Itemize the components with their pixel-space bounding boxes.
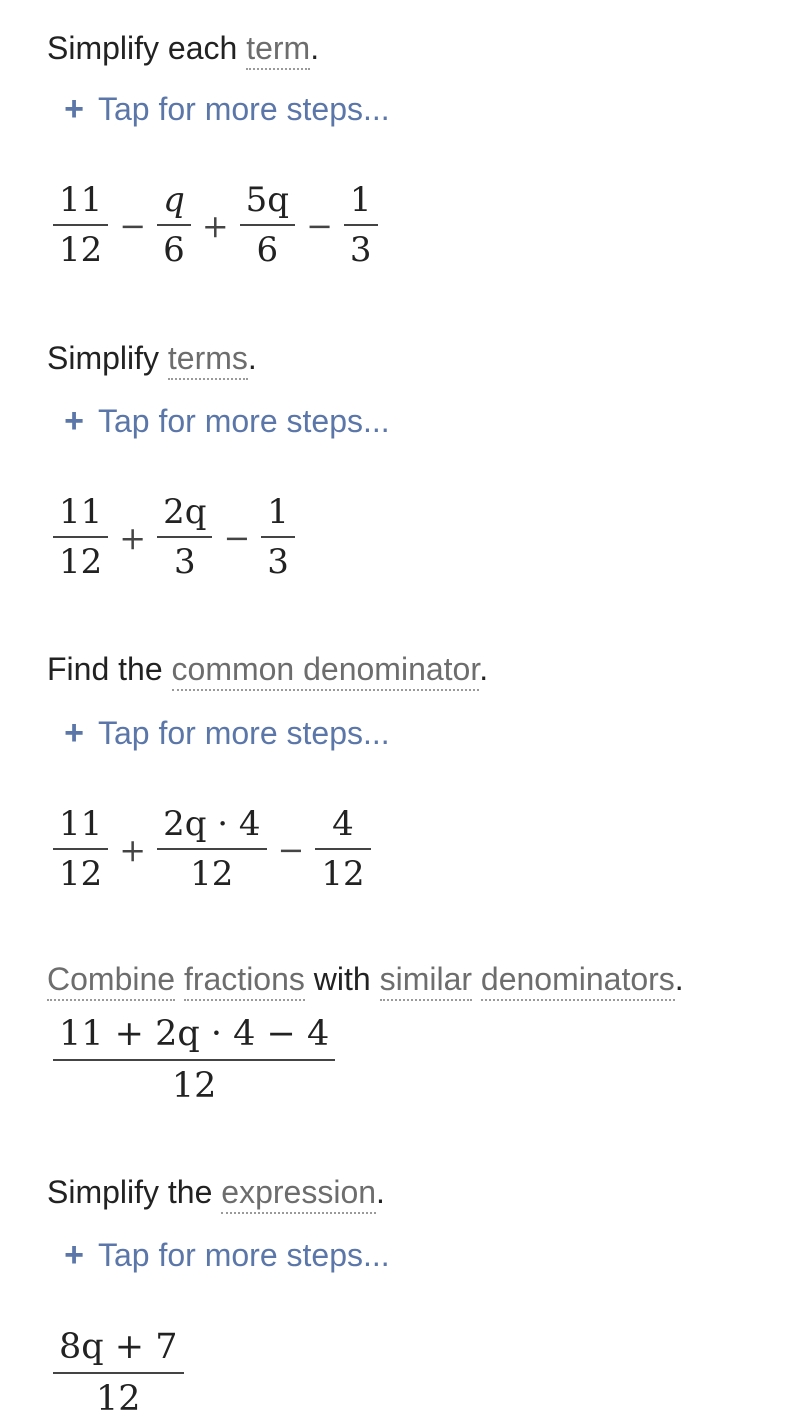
tap-label: Tap for more steps... xyxy=(98,715,390,751)
denominator: 12 xyxy=(59,230,103,271)
step-3-period: . xyxy=(479,651,489,687)
step-5-instruction xyxy=(47,1176,385,1208)
fraction xyxy=(53,1015,335,1105)
operator: − xyxy=(119,206,147,245)
term-link-expression[interactable]: expression xyxy=(221,1174,376,1214)
fraction xyxy=(53,1328,184,1418)
numerator: 1 xyxy=(267,492,289,532)
operator: − xyxy=(277,830,305,869)
operator: − xyxy=(223,518,251,557)
numerator: 11 xyxy=(59,492,103,532)
numerator: 8q + 7 xyxy=(59,1327,178,1367)
numerator: 11 xyxy=(59,180,103,220)
denominator: 12 xyxy=(59,542,103,583)
tap-for-more-steps-3[interactable] xyxy=(60,716,390,750)
step-5-text: Simplify the xyxy=(47,1174,222,1210)
tap-for-more-steps-2[interactable] xyxy=(60,404,390,438)
denominator: 12 xyxy=(190,854,234,895)
tap-label: Tap for more steps... xyxy=(98,403,390,439)
term-link-denominators[interactable]: denominators xyxy=(481,961,675,1001)
numerator: 4 xyxy=(332,804,354,844)
term-link-similar[interactable]: similar xyxy=(380,961,472,1001)
operator: + xyxy=(201,206,229,245)
fraction xyxy=(344,182,378,270)
fraction xyxy=(53,806,108,894)
step-1-text: Simplify each xyxy=(47,30,247,66)
tap-label: Tap for more steps... xyxy=(98,1237,390,1273)
step-1-period: . xyxy=(310,30,320,66)
numerator: 2q xyxy=(163,492,207,532)
tap-label: Tap for more steps... xyxy=(98,91,390,127)
term-link-term[interactable]: term xyxy=(246,30,310,70)
denominator: 12 xyxy=(321,854,365,895)
term-link-terms[interactable]: terms xyxy=(168,340,248,380)
step-4-expression xyxy=(50,1015,338,1105)
fraction xyxy=(157,494,212,582)
fraction xyxy=(157,806,266,894)
fraction xyxy=(53,494,108,582)
tap-for-more-steps-1[interactable] xyxy=(60,92,390,126)
numerator: q xyxy=(163,180,185,220)
tap-for-more-steps-4[interactable] xyxy=(60,1238,390,1272)
step-1-instruction xyxy=(47,32,319,64)
step-3-text: Find the xyxy=(47,651,172,687)
step-3-instruction xyxy=(47,653,488,685)
operator: + xyxy=(119,518,147,557)
denominator: 12 xyxy=(171,1065,217,1106)
denominator: 3 xyxy=(349,230,372,271)
operator: + xyxy=(119,830,147,869)
step-2-instruction xyxy=(47,342,257,374)
denominator: 3 xyxy=(173,542,196,583)
step-2-period: . xyxy=(247,340,257,376)
term-link-common-denominator[interactable]: common denominator xyxy=(172,651,480,691)
fraction xyxy=(240,182,295,270)
term-link-combine[interactable]: Combine xyxy=(47,961,175,1001)
plus-icon: + xyxy=(64,90,84,128)
step-5-period: . xyxy=(376,1174,385,1210)
numerator: 11 + 2q · 4 − 4 xyxy=(59,1014,330,1054)
term-link-fractions[interactable]: fractions xyxy=(184,961,305,1001)
step-2-text: Simplify xyxy=(47,340,168,376)
step-4-period: . xyxy=(674,961,684,997)
numerator: 2q · 4 xyxy=(163,804,261,844)
denominator: 6 xyxy=(256,230,279,271)
operator: − xyxy=(306,206,333,245)
step-5-expression xyxy=(50,1328,187,1418)
plus-icon: + xyxy=(64,714,84,752)
denominator: 6 xyxy=(163,230,185,271)
fraction xyxy=(157,182,191,270)
fraction xyxy=(53,182,108,270)
step-2-expression xyxy=(50,494,298,582)
step-4-instruction xyxy=(47,963,684,995)
numerator: 1 xyxy=(349,180,372,220)
denominator: 12 xyxy=(95,1378,141,1419)
denominator: 12 xyxy=(59,854,103,895)
fraction xyxy=(315,806,370,894)
plus-icon: + xyxy=(64,402,84,440)
fraction xyxy=(261,494,295,582)
numerator: 5q xyxy=(245,180,290,220)
denominator: 3 xyxy=(267,542,289,583)
step-4-with: with xyxy=(304,961,380,997)
plus-icon: + xyxy=(64,1236,84,1274)
step-1-expression xyxy=(50,182,381,270)
numerator: 11 xyxy=(59,804,103,844)
step-3-expression xyxy=(50,806,374,894)
